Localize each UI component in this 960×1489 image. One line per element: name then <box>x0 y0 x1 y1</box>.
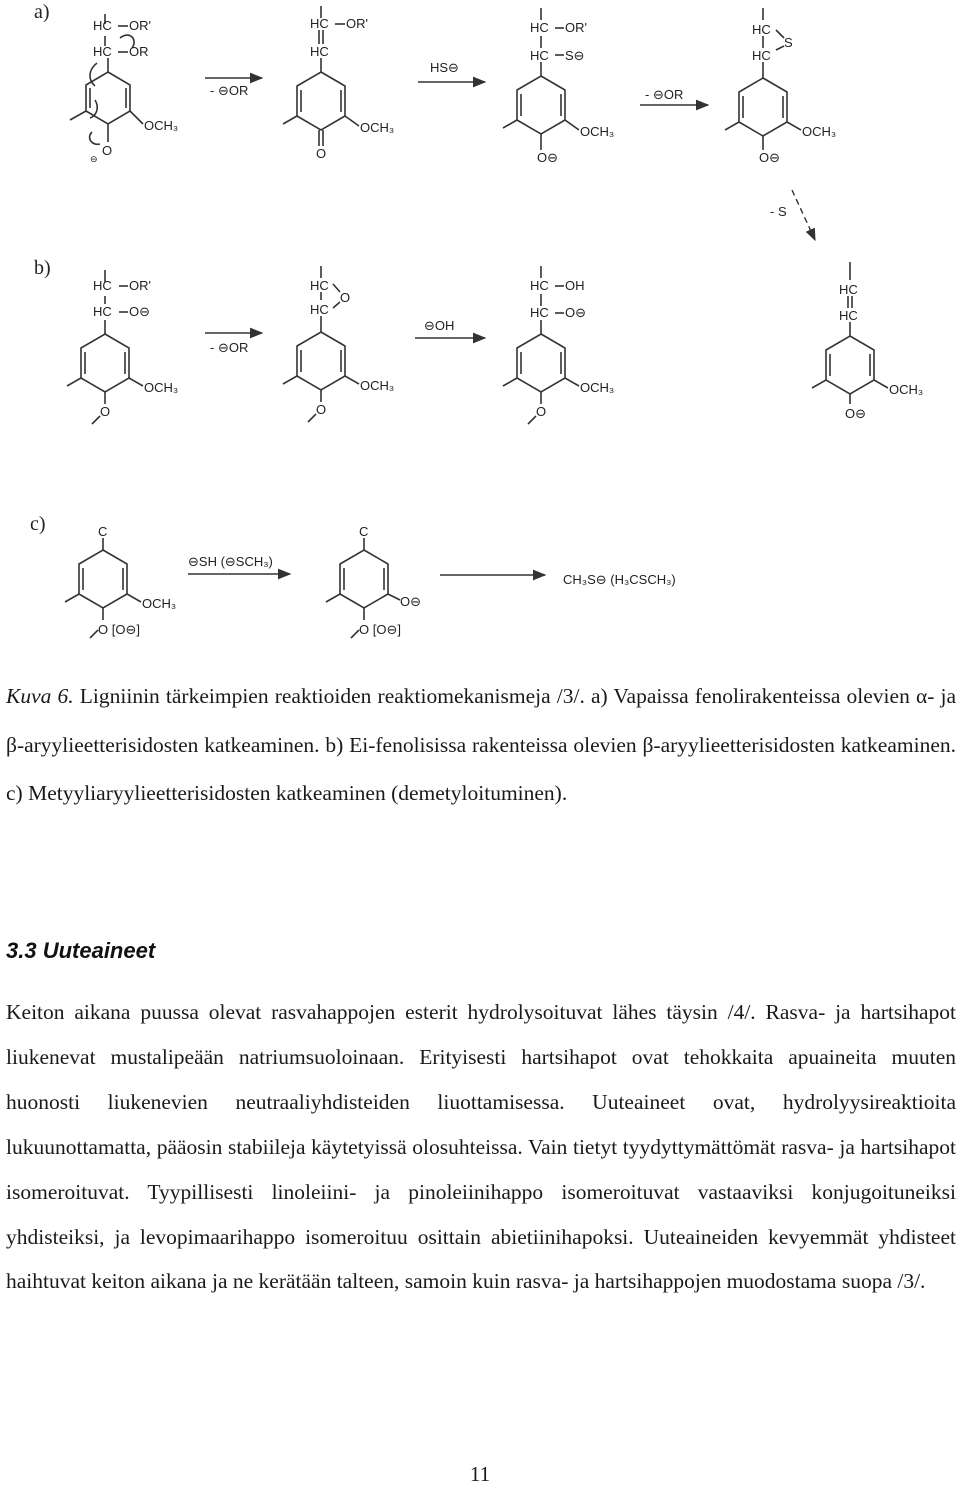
c-product: CH₃S⊖ (H₃CSCH₃) <box>563 572 676 587</box>
b2-top2: HC <box>310 302 329 317</box>
a4-top2: HC <box>752 48 771 63</box>
b3-ring-sub: OCH₃ <box>580 380 615 395</box>
b1-bottom: O <box>100 404 111 419</box>
body-paragraph: Keiton aikana puussa olevat rasvahappojen esterit hydrolysoituvat lähes täysin /4/. Rasva- ja hartsihapot liukenevat mustalipeään natriumsuoloinaan. Erityisesti hartsihapot ovat tehokkaita apuaineita muuten huonosti liukenevien neutraaliyhdisteiden liuottamisessa. Uuteaineet ovat, hydrolyysireaktioita lukuunottamatta, pääosin stabiileja käytetyissä olosuhteissa. Vain tietyt tyydyttymättömät rasva- ja hartsihapot isomeroituvat. Tyypillisesti linoleiini- ja pinoleiinihappo isomeroituvat vastaaviksi konjugoituneiksi yhdisteiksi, ja levopimaarihappo isomeroituu osittain abietiinihapoksi. Uuteaineiden kevyemmät yhdisteet haihtuvat keiton aikana ja ne kerätään talteen, samoin kuin rasva- ja hartsihappojen muodostama suopa /3/. <box>6 1000 956 1294</box>
a1-top1-sub: OR' <box>129 18 151 33</box>
a1-bottom-charge: ⊖ <box>90 154 98 164</box>
a3-ring-sub: OCH₃ <box>580 124 615 139</box>
b2-bottom: O <box>316 402 327 417</box>
row-label-c: c) <box>30 513 46 535</box>
b3-top2: HC <box>530 305 549 320</box>
arrow-a4-label: - S <box>770 204 787 219</box>
b3-top1-sub: OH <box>565 278 585 293</box>
arrow-a1-label: - ⊖OR <box>210 83 249 98</box>
b4-bottom: O⊖ <box>845 406 867 421</box>
c2-bottom: O [O⊖] <box>359 622 401 637</box>
c1-bottom: O [O⊖] <box>98 622 140 637</box>
a1-top2: HC <box>93 44 112 59</box>
b2-bridge: O <box>340 290 351 305</box>
caption-text: Ligniinin tärkeimpien reaktioiden reaktiomekanismeja /3/. a) Vapaissa fenolirakenteissa olevien α- ja β-aryylieetterisidosten katkeaminen. b) Ei-fenolisissa rakenteissa olevien β-aryylieetterisidosten katkeaminen. c) Metyyliaryylieetterisidosten katkeaminen (demetyloituminen). <box>6 684 957 805</box>
b4-ring-sub: OCH₃ <box>889 382 924 397</box>
reaction-mechanism-figure <box>0 0 960 665</box>
arrow-a4-diagonal <box>792 190 815 240</box>
figure-caption <box>6 672 956 818</box>
b1-ring-sub: OCH₃ <box>144 380 179 395</box>
structure-b1 <box>67 270 143 424</box>
b2-ring-sub: OCH₃ <box>360 378 395 393</box>
arrow-c1-label: ⊖SH (⊖SCH₃) <box>188 554 273 569</box>
row-label-b: b) <box>34 257 51 279</box>
a4-bridge: S <box>784 35 793 50</box>
a1-ring-sub: OCH₃ <box>144 118 179 133</box>
a2-top2: HC <box>310 44 329 59</box>
row-label-a: a) <box>34 1 50 23</box>
a1-bottom: O <box>102 143 113 158</box>
b1-top2: HC <box>93 304 112 319</box>
b2-top1: HC <box>310 278 329 293</box>
b3-top2-sub: O⊖ <box>565 305 587 320</box>
section-title: 3.3 Uuteaineet <box>6 938 156 963</box>
c2-ring-sub: O⊖ <box>400 594 422 609</box>
a3-top1-sub: OR' <box>565 20 587 35</box>
a4-ring-sub: OCH₃ <box>802 124 837 139</box>
page-number: 11 <box>469 1462 491 1486</box>
a4-bottom: O⊖ <box>759 150 781 165</box>
b3-top1: HC <box>530 278 549 293</box>
arrow-b2-label: ⊖OH <box>424 318 455 333</box>
c1-top: C <box>98 524 108 539</box>
b1-top2-sub: O⊖ <box>129 304 151 319</box>
b4-top1: HC <box>839 282 858 297</box>
arrow-a3-label: - ⊖OR <box>645 87 684 102</box>
c2-top: C <box>359 524 369 539</box>
caption-lead: Kuva 6. <box>6 684 74 708</box>
a2-bottom: O <box>316 146 327 161</box>
a3-top1: HC <box>530 20 549 35</box>
arrow-a2-label: HS⊖ <box>430 60 459 75</box>
a3-top2-sub: S⊖ <box>565 48 585 63</box>
a3-top2: HC <box>530 48 549 63</box>
b3-bottom: O <box>536 404 547 419</box>
a4-top1: HC <box>752 22 771 37</box>
a2-top1-sub: OR' <box>346 16 368 31</box>
a3-bottom: O⊖ <box>537 150 559 165</box>
b4-top2: HC <box>839 308 858 323</box>
structure-a1 <box>70 14 143 144</box>
a1-top2-sub: OR <box>129 44 149 59</box>
a2-top1: HC <box>310 16 329 31</box>
arrow-b1-label: - ⊖OR <box>210 340 249 355</box>
a1-top1: HC <box>93 18 112 33</box>
b1-top1: HC <box>93 278 112 293</box>
b1-top1-sub: OR' <box>129 278 151 293</box>
c1-ring-sub: OCH₃ <box>142 596 177 611</box>
a2-ring-sub: OCH₃ <box>360 120 395 135</box>
